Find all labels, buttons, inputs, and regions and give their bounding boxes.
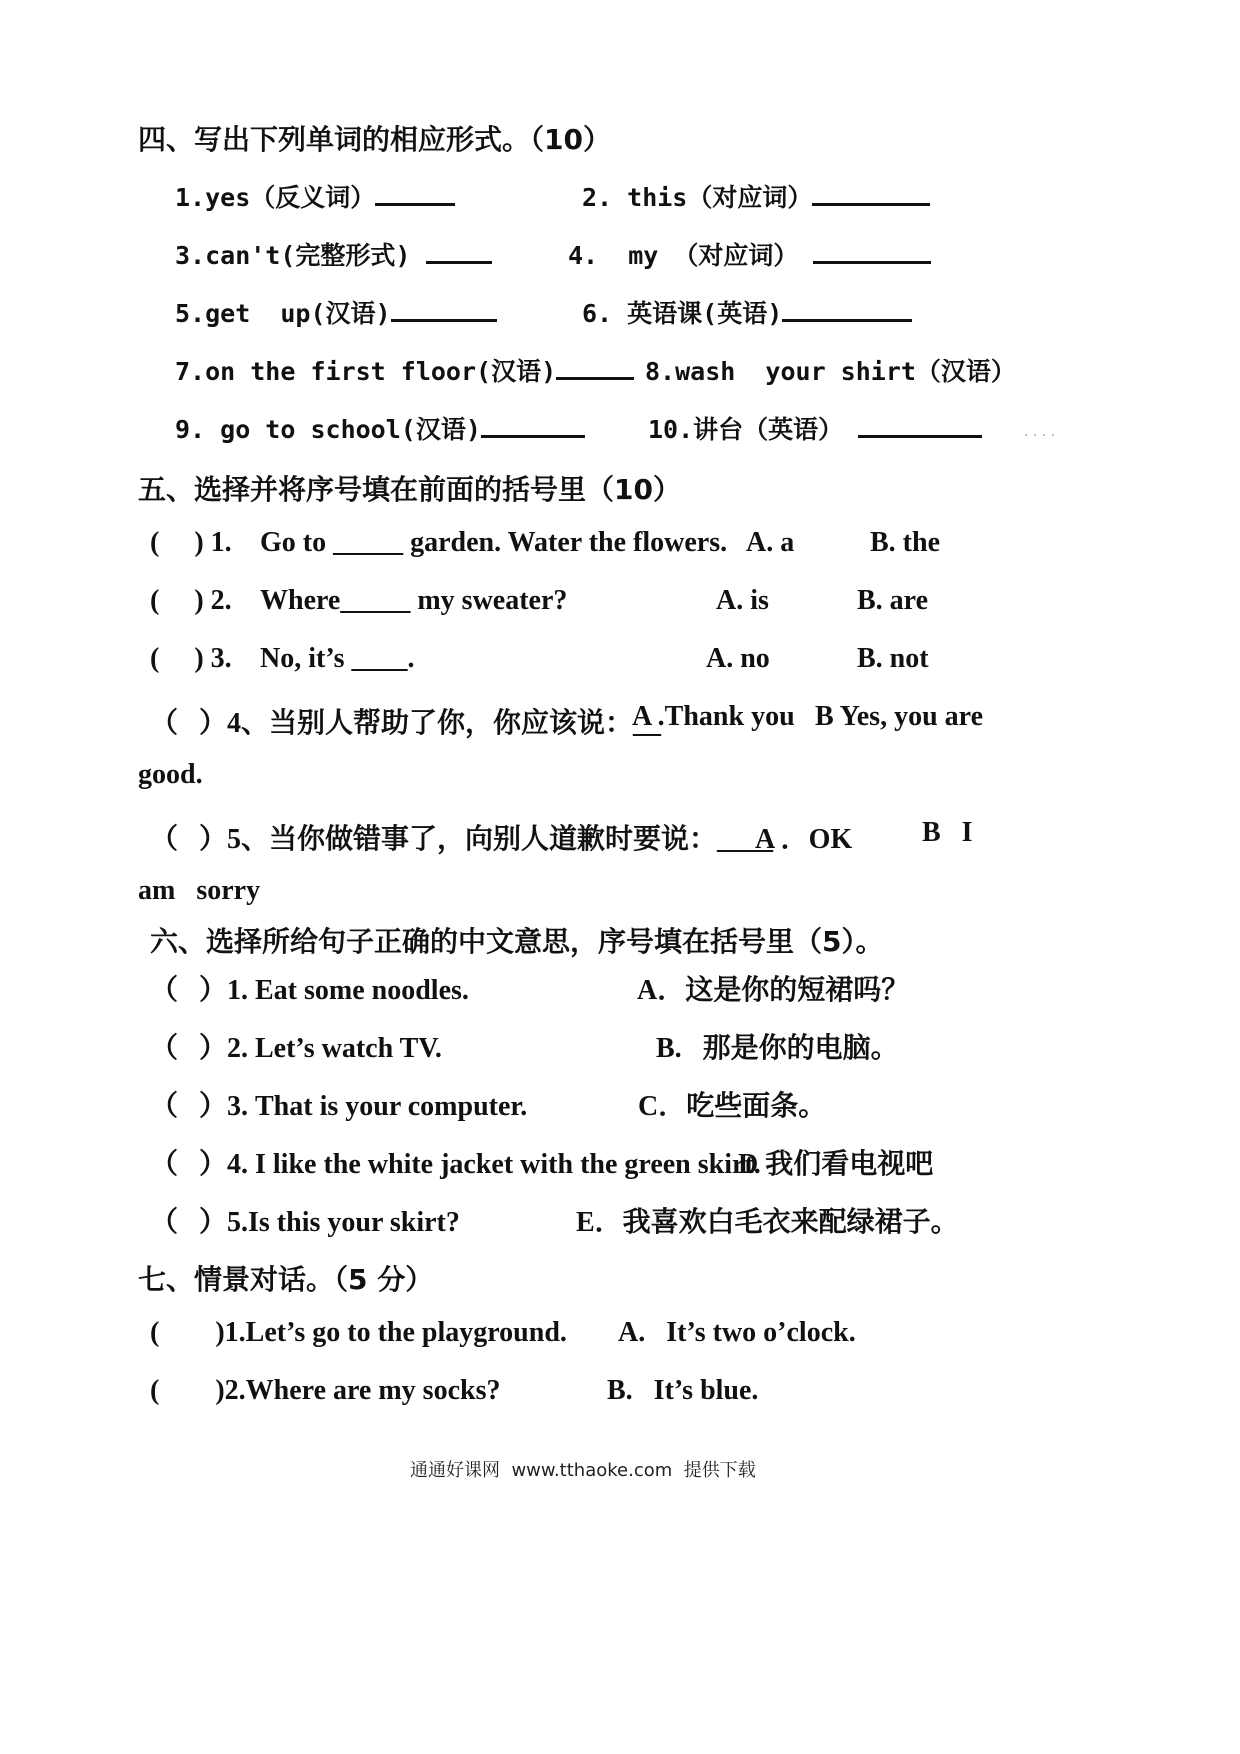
s4-item-10: 10.讲台（英语） xyxy=(648,410,982,446)
s6-a1: A．这是你的短裙吗？ xyxy=(637,975,910,1006)
s4-item-4: 4. my （对应词） xyxy=(568,236,931,272)
s5-q4-text: （ ）4、当别人帮助了你，你应该说：__ xyxy=(150,708,662,739)
s6-q5: （ ）5.Is this your skirt? xyxy=(150,1207,460,1238)
s4-item-8: 8.wash your shirt（汉语） xyxy=(645,357,1016,386)
s5-q4-b: B Yes, you are xyxy=(815,701,983,732)
s5-q2-text: Where_____ my sweater? xyxy=(260,585,568,616)
s4-item-3: 3.can't(完整形式) xyxy=(175,236,492,272)
s5-q1-b: B. the xyxy=(870,527,940,558)
s5-q1-a: A. a xyxy=(746,527,795,558)
s7-q1: ( )1.Let’s go to the playground. xyxy=(150,1317,567,1348)
footer-credit: 通通好课网 www.tthaoke.com 提供下载 xyxy=(410,1460,756,1481)
s5-q5-a: A ．OK xyxy=(755,824,853,855)
s5-q5-cont: am sorry xyxy=(138,875,261,906)
s5-q3-text: No, it’s ____. xyxy=(260,643,415,674)
section7-title: 七、情景对话。（5 分） xyxy=(138,1263,434,1296)
s5-q3-paren: ( ) 3. xyxy=(150,643,232,674)
s4-item-2: 2. this（对应词） xyxy=(582,178,930,214)
section5-title: 五、选择并将序号填在前面的括号里（10） xyxy=(138,473,681,506)
s5-q4-a: A .Thank you xyxy=(632,701,795,732)
s4-item-5: 5.get up(汉语) xyxy=(175,294,497,330)
s6-q1: （ ）1. Eat some noodles. xyxy=(150,975,469,1006)
s4-item-1: 1.yes（反义词） xyxy=(175,178,455,214)
s4-item-7: 7.on the first floor(汉语) xyxy=(175,352,634,388)
s7-q2: ( )2.Where are my socks? xyxy=(150,1375,501,1406)
s5-q3-b: B. not xyxy=(857,643,929,674)
s5-q2-a: A. is xyxy=(716,585,769,616)
stray-dots: . . . . xyxy=(1024,424,1056,440)
s5-q3-a: A. no xyxy=(706,643,770,674)
s4-item-9: 9. go to school(汉语) xyxy=(175,410,585,446)
s4-item-6: 6. 英语课(英语) xyxy=(582,294,912,330)
s5-q5-b: B I xyxy=(922,817,973,848)
s7-a1: A. It’s two o’clock. xyxy=(618,1317,856,1348)
s6-a4: D 我们看电视吧 xyxy=(738,1149,934,1180)
s5-q2-paren: ( ) 2. xyxy=(150,585,232,616)
s5-q4-cont: good. xyxy=(138,759,203,790)
s6-q3: （ ）3. That is your computer. xyxy=(150,1091,528,1122)
s5-q5-text: （ ）5、当你做错事了，向别人道歉时要说：____ xyxy=(150,824,774,855)
s6-a2: B. 那是你的电脑。 xyxy=(656,1033,899,1064)
s6-q2: （ ）2. Let’s watch TV. xyxy=(150,1033,442,1064)
s6-a5: E．我喜欢白毛衣来配绿裙子。 xyxy=(576,1207,959,1238)
s5-q1-paren: ( ) 1. xyxy=(150,527,232,558)
s6-a3: C．吃些面条。 xyxy=(638,1091,827,1122)
s5-q2-b: B. are xyxy=(857,585,929,616)
s6-q4: （ ）4. I like the white jacket with the green skirt. xyxy=(150,1149,761,1180)
section6-title: 六、选择所给句子正确的中文意思，序号填在括号里（5）。 xyxy=(150,925,884,958)
s7-a2: B. It’s blue. xyxy=(607,1375,759,1406)
section4-title: 四、写出下列单词的相应形式。（10） xyxy=(138,123,611,156)
s5-q1-text: Go to _____ garden. Water the flowers. xyxy=(260,527,728,558)
